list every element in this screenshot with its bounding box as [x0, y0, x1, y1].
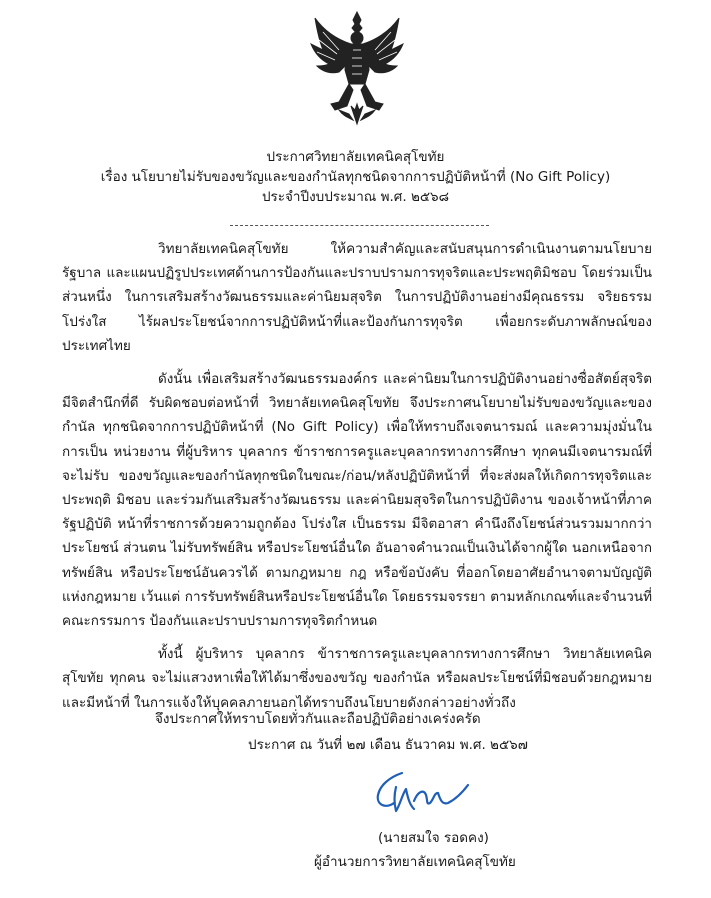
fiscal-year: ประจำปีงบประมาณ พ.ศ. ๒๕๖๘	[261, 189, 450, 205]
body-paragraph-1: วิทยาลัยเทคนิคสุโขทัย ให้ความสำคัญและสนับสนุนการดำเนินงานตามนโยบายรัฐบาล และแผนปฏิรูปประเทศด้านการป้องกันและปราบปรามการทุจริตและประพฤติมิชอบ โดยร่วมเป็นส่วนหนึ่ง ในการเสริมสร้างวัฒนธรรมและค่านิยมสุจริต ในการปฏิบัติงานอย่างมีคุณธรรม จริยธรรมโปร่งใส ไร้ผลประโยชน์จากการปฏิบัติหน้าที่และป้องกันการทุจริต เพื่อยกระดับภาพลักษณ์ของประเทศไทย	[62, 241, 652, 354]
signature-icon	[372, 765, 472, 815]
signer-title: ผู้อำนวยการวิทยาลัยเทคนิคสุโขทัย	[314, 854, 516, 870]
body-paragraph-2: ดังนั้น เพื่อเสริมสร้างวัฒนธรรมองค์กร และค่านิยมในการปฏิบัติงานอย่างซื่อสัตย์สุจริต มีจิตสำนึกที่ดี รับผิดชอบต่อหน้าที่ วิทยาลัยเทคนิคสุโขทัย จึงประกาศนโยบายไม่รับของขวัญและของกำนัล ทุกชนิดจากการปฏิบัติหน้าที่ (No Gift Policy) เพื่อให้ทราบถึงเจตนารมณ์ และความมุ่งมั่นในการเป็น หน่วยงาน ที่ผู้บริหาร บุคลากร ข้าราชการครูและบุคลากรทางการศึกษา ทุกคนมีเจตนารมณ์ที่จะไม่รับ ของขวัญและของกำนัลทุกชนิดในขณะ/ก่อน/หลังปฏิบัติหน้าที่ ที่จะส่งผลให้เกิดการทุจริตและประพฤติ มิชอบ และร่วมกันเสริมสร้างวัฒนธรรม และค่านิยมสุจริตในการปฏิบัติงาน ของเจ้าหน้าที่ภาครัฐปฏิบัติ หน้าที่ราชการด้วยความถูกต้อง โปร่งใส เป็นธรรม มีจิตอาสา คำนึงถึงโยชน์ส่วนรวมมากกว่าประโยชน์ ส่วนตน ไม่รับทรัพย์สิน หรือประโยชน์อื่นใด อันอาจคำนวณเป็นเงินได้จากผู้ใด นอกเหนือจากทรัพย์สิน หรือประโยชน์อันควรได้ ตามกฎหมาย กฎ หรือข้อบังคับ ที่ออกโดยอาศัยอำนาจตามบัญญัติแห่งกฎหมาย เว้นแต่ การรับทรัพย์สินหรือประโยชน์อื่นใด โดยธรรมจรรยา ตามหลักเกณฑ์และจำนวนที่คณะกรรมการ ป้องกันและปราบปรามการทุจริตกำหนด	[62, 371, 652, 630]
announcement-header	[0, 147, 711, 207]
date-line: ประกาศ ณ วันที่ ๒๗ เดือน ธันวาคม พ.ศ. ๒๕๖๗	[248, 737, 528, 753]
garuda-emblem-icon	[309, 10, 405, 126]
body-paragraph-3: ทั้งนี้ ผู้บริหาร บุคลากร ข้าราชการครูและบุคลากรทางการศึกษา วิทยาลัยเทคนิคสุโขทัย ทุกคน จะไม่แสวงหาเพื่อให้ได้มาซึ่งของขวัญ ของกำนัล หรือผลประโยชน์ที่มิชอบด้วยกฎหมาย และมีหน้าที่ ในการแจ้งให้บุคคลภายนอกได้ทราบถึงนโยบายดังกล่าวอย่างทั่วถึง	[62, 646, 652, 711]
closing-statement: จึงประกาศให้ทราบโดยทั่วกันและถือปฏิบัติอย่างเคร่งครัด	[155, 711, 481, 727]
header-divider	[230, 225, 489, 226]
announcement-body	[62, 237, 652, 724]
announcement-subject: เรื่อง นโยบายไม่รับของขวัญและของกำนัลทุกชนิดจากการปฏิบัติหน้าที่ (No Gift Policy)	[100, 169, 611, 185]
signer-name: (นายสมใจ รอดคง)	[378, 830, 489, 846]
announcement-title: ประกาศวิทยาลัยเทคนิคสุโขทัย	[266, 149, 445, 165]
